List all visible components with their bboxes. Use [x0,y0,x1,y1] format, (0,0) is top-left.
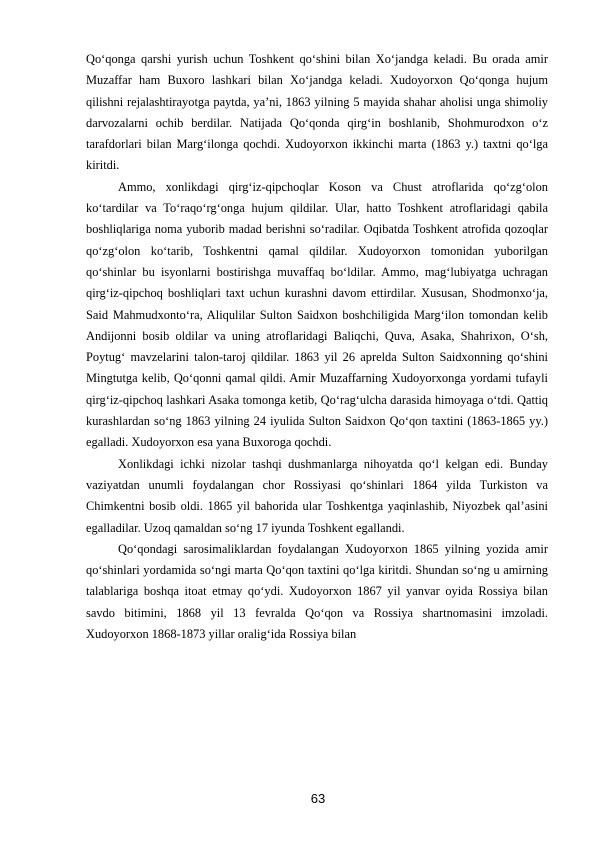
paragraph-2: Ammo, xonlikdagi qirg‘iz-qipchoqlar Koson va Chust atroflarida qo‘zg‘olon ko‘tardilar va To‘raqo‘rg‘onga hujum qildilar. Ular, hatto Toshkent atroflaridagi qabila boshliqlariga noma yuborib madad berishni so‘radilar. Oqibatda Toshkent atrofida qozoqlar qo‘zg‘olon ko‘tarib, Toshkentni qamal qildilar. Xudoyorxon tomonidan yuborilgan qo‘shinlar bu isyonlarni bostirishga muvaffaq bo‘ldilar. Ammo, mag‘lubiyatga uchragan qirg‘iz-qipchoq boshliqlari taxt uchun kurashni davom ettirdilar. Xususan, Shodmonxo‘ja, Said Mahmudxonto‘ra, Aliqulilar Sulton Saidxon boshchiligida Marg‘ilon tomondan kelib Andijonni bosib oldilar va uning atroflaridagi Baliqchi, Quva, Asaka, Shahrixon, O‘sh, Poytug‘ mavzelarini talon-taroj qildilar. 1863 yil 26 aprelda Sulton Saidxonning qo‘shini Mingtutga kelib, Qo‘qonni qamal qildi. Amir Muzaffarning Xudoyorxonga yordami tufayli qirg‘iz-qipchoq lashkari Asaka tomonga ketib, Qo‘rag‘ulcha darasida himoyaga o‘tdi. Qattiq kurashlardan so‘ng 1863 yilning 24 iyulida Sulton Saidxon Qo‘qon taxtini (1863-1865 yy.) egalladi. Xudoyorxon esa yana Buxoroga qochdi. [86,179,548,450]
paragraph-4: Qo‘qondagi sarosimaliklardan foydalangan Xudoyorxon 1865 yilning yozida amir qo‘shinlari yordamida so‘ngi marta Qo‘qon taxtini qo‘lga kiritdi. Shundan so‘ng u amirning talablariga boshqa itoat etmay qo‘ydi. Xudoyorxon 1867 yil yanvar oyida Rossiya bilan savdo bitimini, 1868 yil 13 fevralda Qo‘qon va Rossiya shartnomasini imzoladi. Xudoyorxon 1868-1873 yillar oralig‘ida Rossiya bilan [86,541,548,642]
page-number: 63 [310,791,326,806]
paragraph-1: Qo‘qonga qarshi yurish uchun Toshkent qo‘shini bilan Xo‘jandga keladi. Bu orada amir Muzaffar ham Buxoro lashkari bilan Xo‘jandga keladi. Xudoyorxon Qo‘qonga hujum qilishni rejalashtirayotga paytda, ya’ni, 1863 yilning 5 mayida shahar aholisi unga shimoliy darvozalarni ochib berdilar. Natijada Qo‘qonda qirg‘in boshlanib, Shohmurodxon o‘z tarafdorlari bilan Marg‘ilonga qochdi. Xudoyorxon ikkinchi marta (1863 y.) taxtni qo‘lga kiritdi. [86,52,548,173]
paragraph-3: Xonlikdagi ichki nizolar tashqi dushmanlarga nihoyatda qo‘l kelgan edi. Bunday vaziyatdan unumli foydalangan chor Rossiyasi qo‘shinlari 1864 yilda Turkiston va Chimkentni bosib oldi. 1865 yil bahorida ular Toshkentga yaqinlashib, Niyozbek qal’asini egalladilar. Uzoq qamaldan so‘ng 17 iyunda Toshkent egallandi. [86,456,548,535]
document-page [86,49,548,645]
